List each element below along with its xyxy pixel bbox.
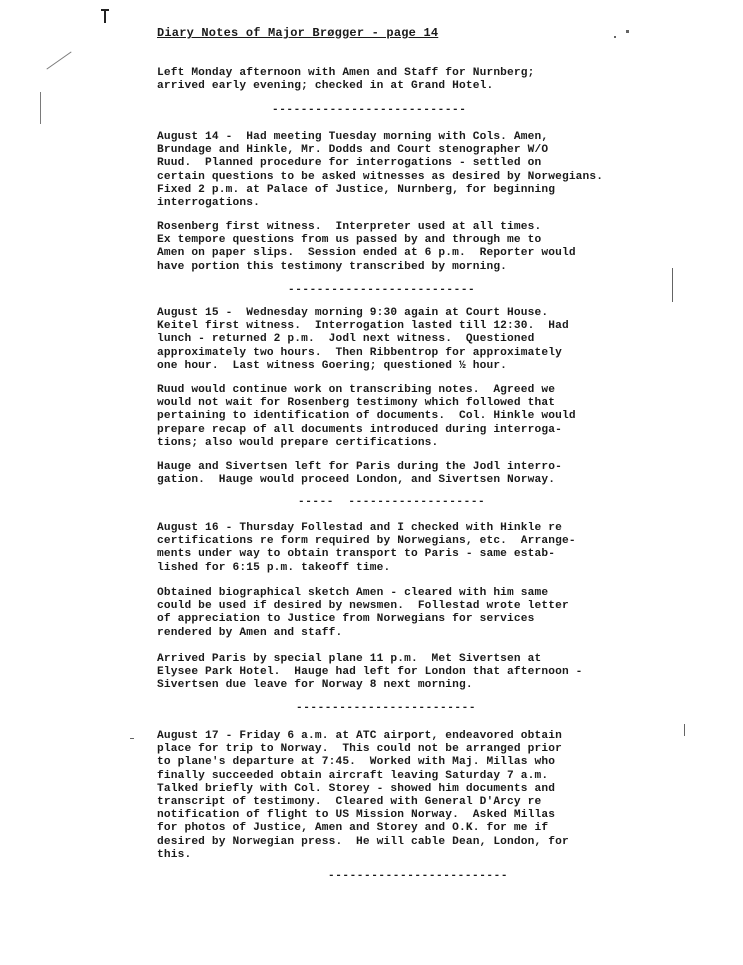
paragraph: August 15 - Wednesday morning 9:30 again at Court House. Keitel first witness. Interrogation lasted till 12:30. Had lunch - returned 2 p.m. Jodl next witness. Questioned approximately two hours. Then Ribbentrop for approximately one hour. Last witness Goering; questioned ½ hour. — [157, 307, 569, 372]
paragraph: Arrived Paris by special plane 11 p.m. Met Sivertsen at Elysee Park Hotel. Hauge had left for London that afternoon - Sivertsen due leave for Norway 8 next morning. — [157, 653, 583, 692]
scan-mark — [104, 11, 106, 23]
page-title: Diary Notes of Major Brøgger - page 14 — [157, 26, 439, 40]
paragraph: Hauge and Sivertsen left for Paris during the Jodl interro- gation. Hauge would proceed London, and Sivertsen Norway. — [157, 461, 562, 487]
scan-mark — [130, 738, 134, 739]
separator: ----- ------------------- — [298, 496, 486, 508]
separator: ------------------------- — [296, 702, 477, 714]
separator: -------------------------- — [288, 284, 476, 296]
scan-mark — [684, 724, 685, 736]
scan-mark — [40, 92, 41, 124]
paragraph: August 17 - Friday 6 a.m. at ATC airport, endeavored obtain place for trip to Norway. This could not be arranged prior to plane's departure at 7:45. Worked with Maj. Millas who finally succeeded obtain aircraft leaving Saturday 7 a.m. Talked briefly with Col. Storey - showed him documents and transcript of testimony. Cleared with General D'Arcy re notification of flight to US Mission Norway. Asked Millas for photos of Justice, Amen and Storey and O.K. for me if desired by Norwegian press. He will cable Dean, London, for this. — [157, 730, 569, 861]
paragraph: August 14 - Had meeting Tuesday morning with Cols. Amen, Brundage and Hinkle, Mr. Dodds and Court stenographer W/O Ruud. Planned procedure for interrogations - settled on certain questions to be asked witnesses as desired by Norwegians. Fixed 2 p.m. at Palace of Justice, Nurnberg, for beginning interrogations. — [157, 131, 604, 210]
scan-mark — [614, 36, 616, 38]
scan-mark — [626, 30, 629, 33]
paragraph: Left Monday afternoon with Amen and Staff for Nurnberg; arrived early evening; checked in at Grand Hotel. — [157, 67, 535, 93]
scan-mark — [46, 51, 71, 69]
separator: --------------------------- — [272, 104, 467, 116]
separator: ------------------------- — [328, 870, 509, 882]
paragraph: August 16 - Thursday Follestad and I checked with Hinkle re certifications re form required by Norwegians, etc. Arrange- ments under way to obtain transport to Paris - same estab- lished for 6:15 p.m. takeoff time. — [157, 522, 576, 574]
scan-mark — [672, 268, 673, 302]
paragraph: Rosenberg first witness. Interpreter used at all times. Ex tempore questions from us passed by and through me to Amen on paper slips. Session ended at 6 p.m. Reporter would have portion this testimony transcribed by morning. — [157, 221, 576, 273]
paragraph: Obtained biographical sketch Amen - cleared with him same could be used if desired by newsmen. Follestad wrote letter of appreciation to Justice from Norwegians for services rendered by Amen and staff. — [157, 587, 569, 639]
paragraph: Ruud would continue work on transcribing notes. Agreed we would not wait for Rosenberg testimony which followed that pertaining to identification of documents. Col. Hinkle would prepare recap of all documents introduced during interroga- tions; also would prepare certifications. — [157, 384, 576, 449]
